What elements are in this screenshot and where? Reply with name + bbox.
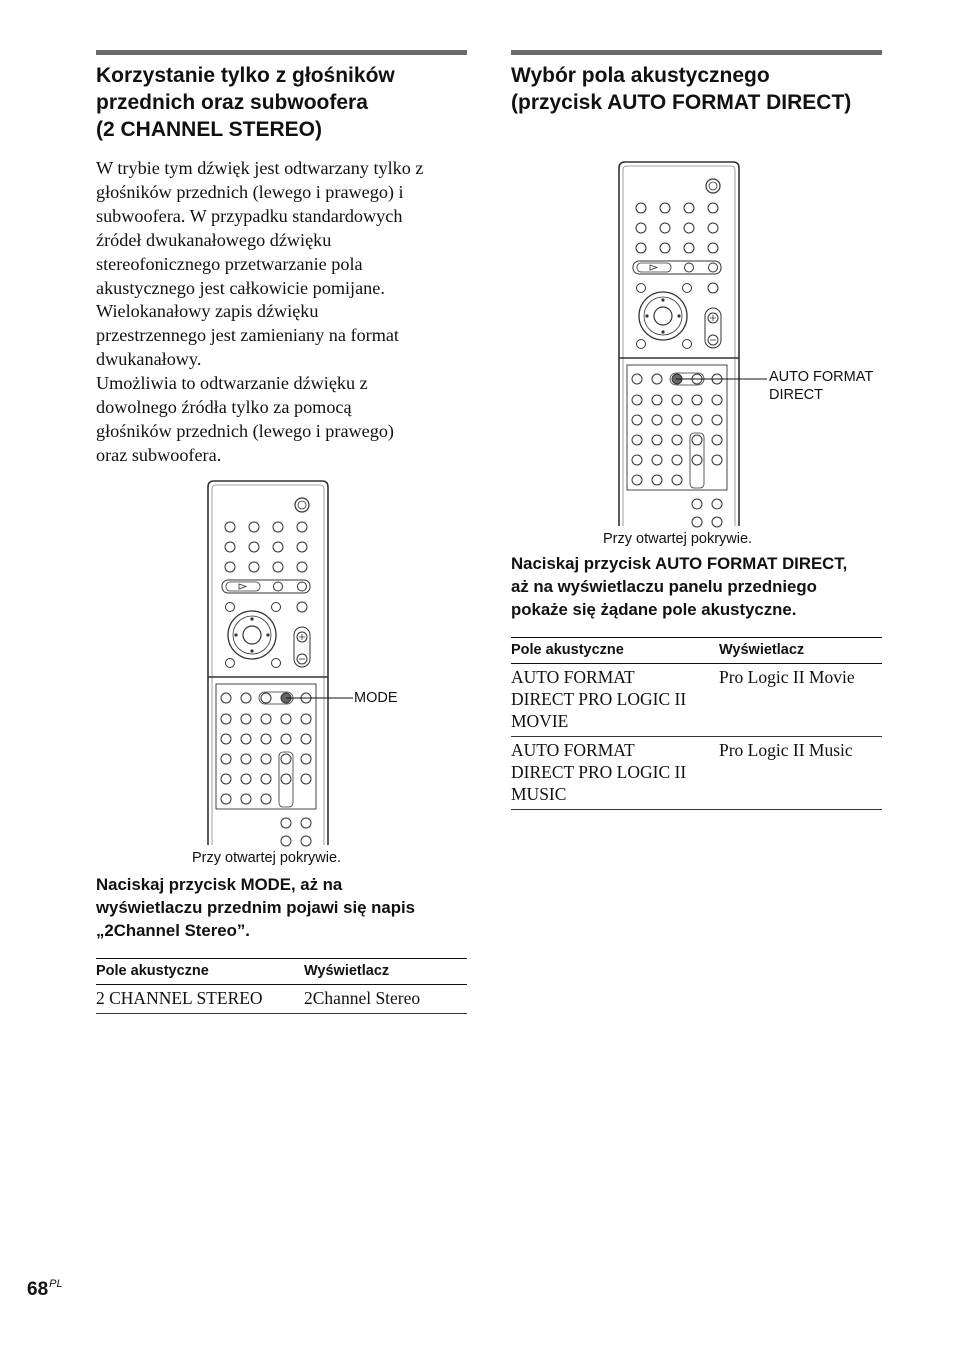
callout-label-mode: MODE: [354, 689, 398, 706]
callout-line: [511, 160, 882, 552]
remote-figure-auto-format-direct: [511, 160, 882, 552]
section-rule: [511, 50, 882, 55]
table-cell-field: 2 CHANNEL STEREO: [96, 984, 304, 1013]
table-cell-field: AUTO FORMAT DIRECT PRO LOGIC II MUSIC: [511, 737, 719, 810]
section-heading-2-channel-stereo: Korzystanie tylko z głośników przednich oraz subwoofera (2 CHANNEL STEREO): [96, 64, 395, 141]
table-cell-field: AUTO FORMAT DIRECT PRO LOGIC II MOVIE: [511, 664, 719, 737]
callout-line: [96, 479, 467, 873]
column-header-field: Pole akustyczne: [511, 638, 719, 664]
callout-label-auto-format-direct: AUTO FORMAT DIRECT: [769, 369, 874, 403]
sound-field-table: [96, 958, 467, 1014]
table-row: [511, 737, 882, 810]
section-paragraph: W trybie tym dźwięk jest odtwarzany tylko z głośników przednich (lewego i prawego) i subwoofera. W przypadku standardowych źródeł dwukanałowego dźwięku stereofonicznego przetwarzanie pola akustycznego jest całkowicie pomijane. Wielokanałowy zapis dźwięku przestrzennego jest zamieniany na format dwukanałowy. Umożliwia to odtwarzanie dźwięku z dowolnego źródła tylko za pomocą głośników przednich (lewego i prawego) oraz subwoofera.: [96, 158, 424, 465]
column-header-display: Wyświetlacz: [719, 638, 882, 664]
figure-caption: Przy otwartej pokrywie.: [192, 849, 342, 866]
table-row: [96, 984, 467, 1013]
table-cell-display: Pro Logic II Movie: [719, 664, 882, 737]
instruction-text: Naciskaj przycisk MODE, aż na wyświetlaczu przednim pojawi się napis „2Channel Stereo”.: [96, 874, 415, 940]
table-header-row: [96, 958, 467, 984]
table-header-row: [511, 638, 882, 664]
column-header-field: Pole akustyczne: [96, 958, 304, 984]
column-header-display: Wyświetlacz: [304, 958, 467, 984]
section-rule: [96, 50, 467, 55]
right-column: [511, 50, 882, 810]
figure-caption: Przy otwartej pokrywie.: [603, 531, 753, 547]
instruction-text: Naciskaj przycisk AUTO FORMAT DIRECT, aż na wyświetlaczu panelu przedniego pokaże się żądane pole akustyczne.: [511, 554, 848, 619]
table-row: [511, 664, 882, 737]
left-column: [96, 50, 467, 1014]
table-cell-display: Pro Logic II Music: [719, 737, 882, 810]
table-cell-display: 2Channel Stereo: [304, 984, 467, 1013]
sound-field-table: [511, 637, 882, 810]
section-heading-auto-format-direct: Wybór pola akustycznego (przycisk AUTO FORMAT DIRECT): [511, 64, 852, 114]
page-number: $68^{PL}$: [27, 1278, 63, 1300]
remote-figure-mode: [96, 479, 467, 873]
